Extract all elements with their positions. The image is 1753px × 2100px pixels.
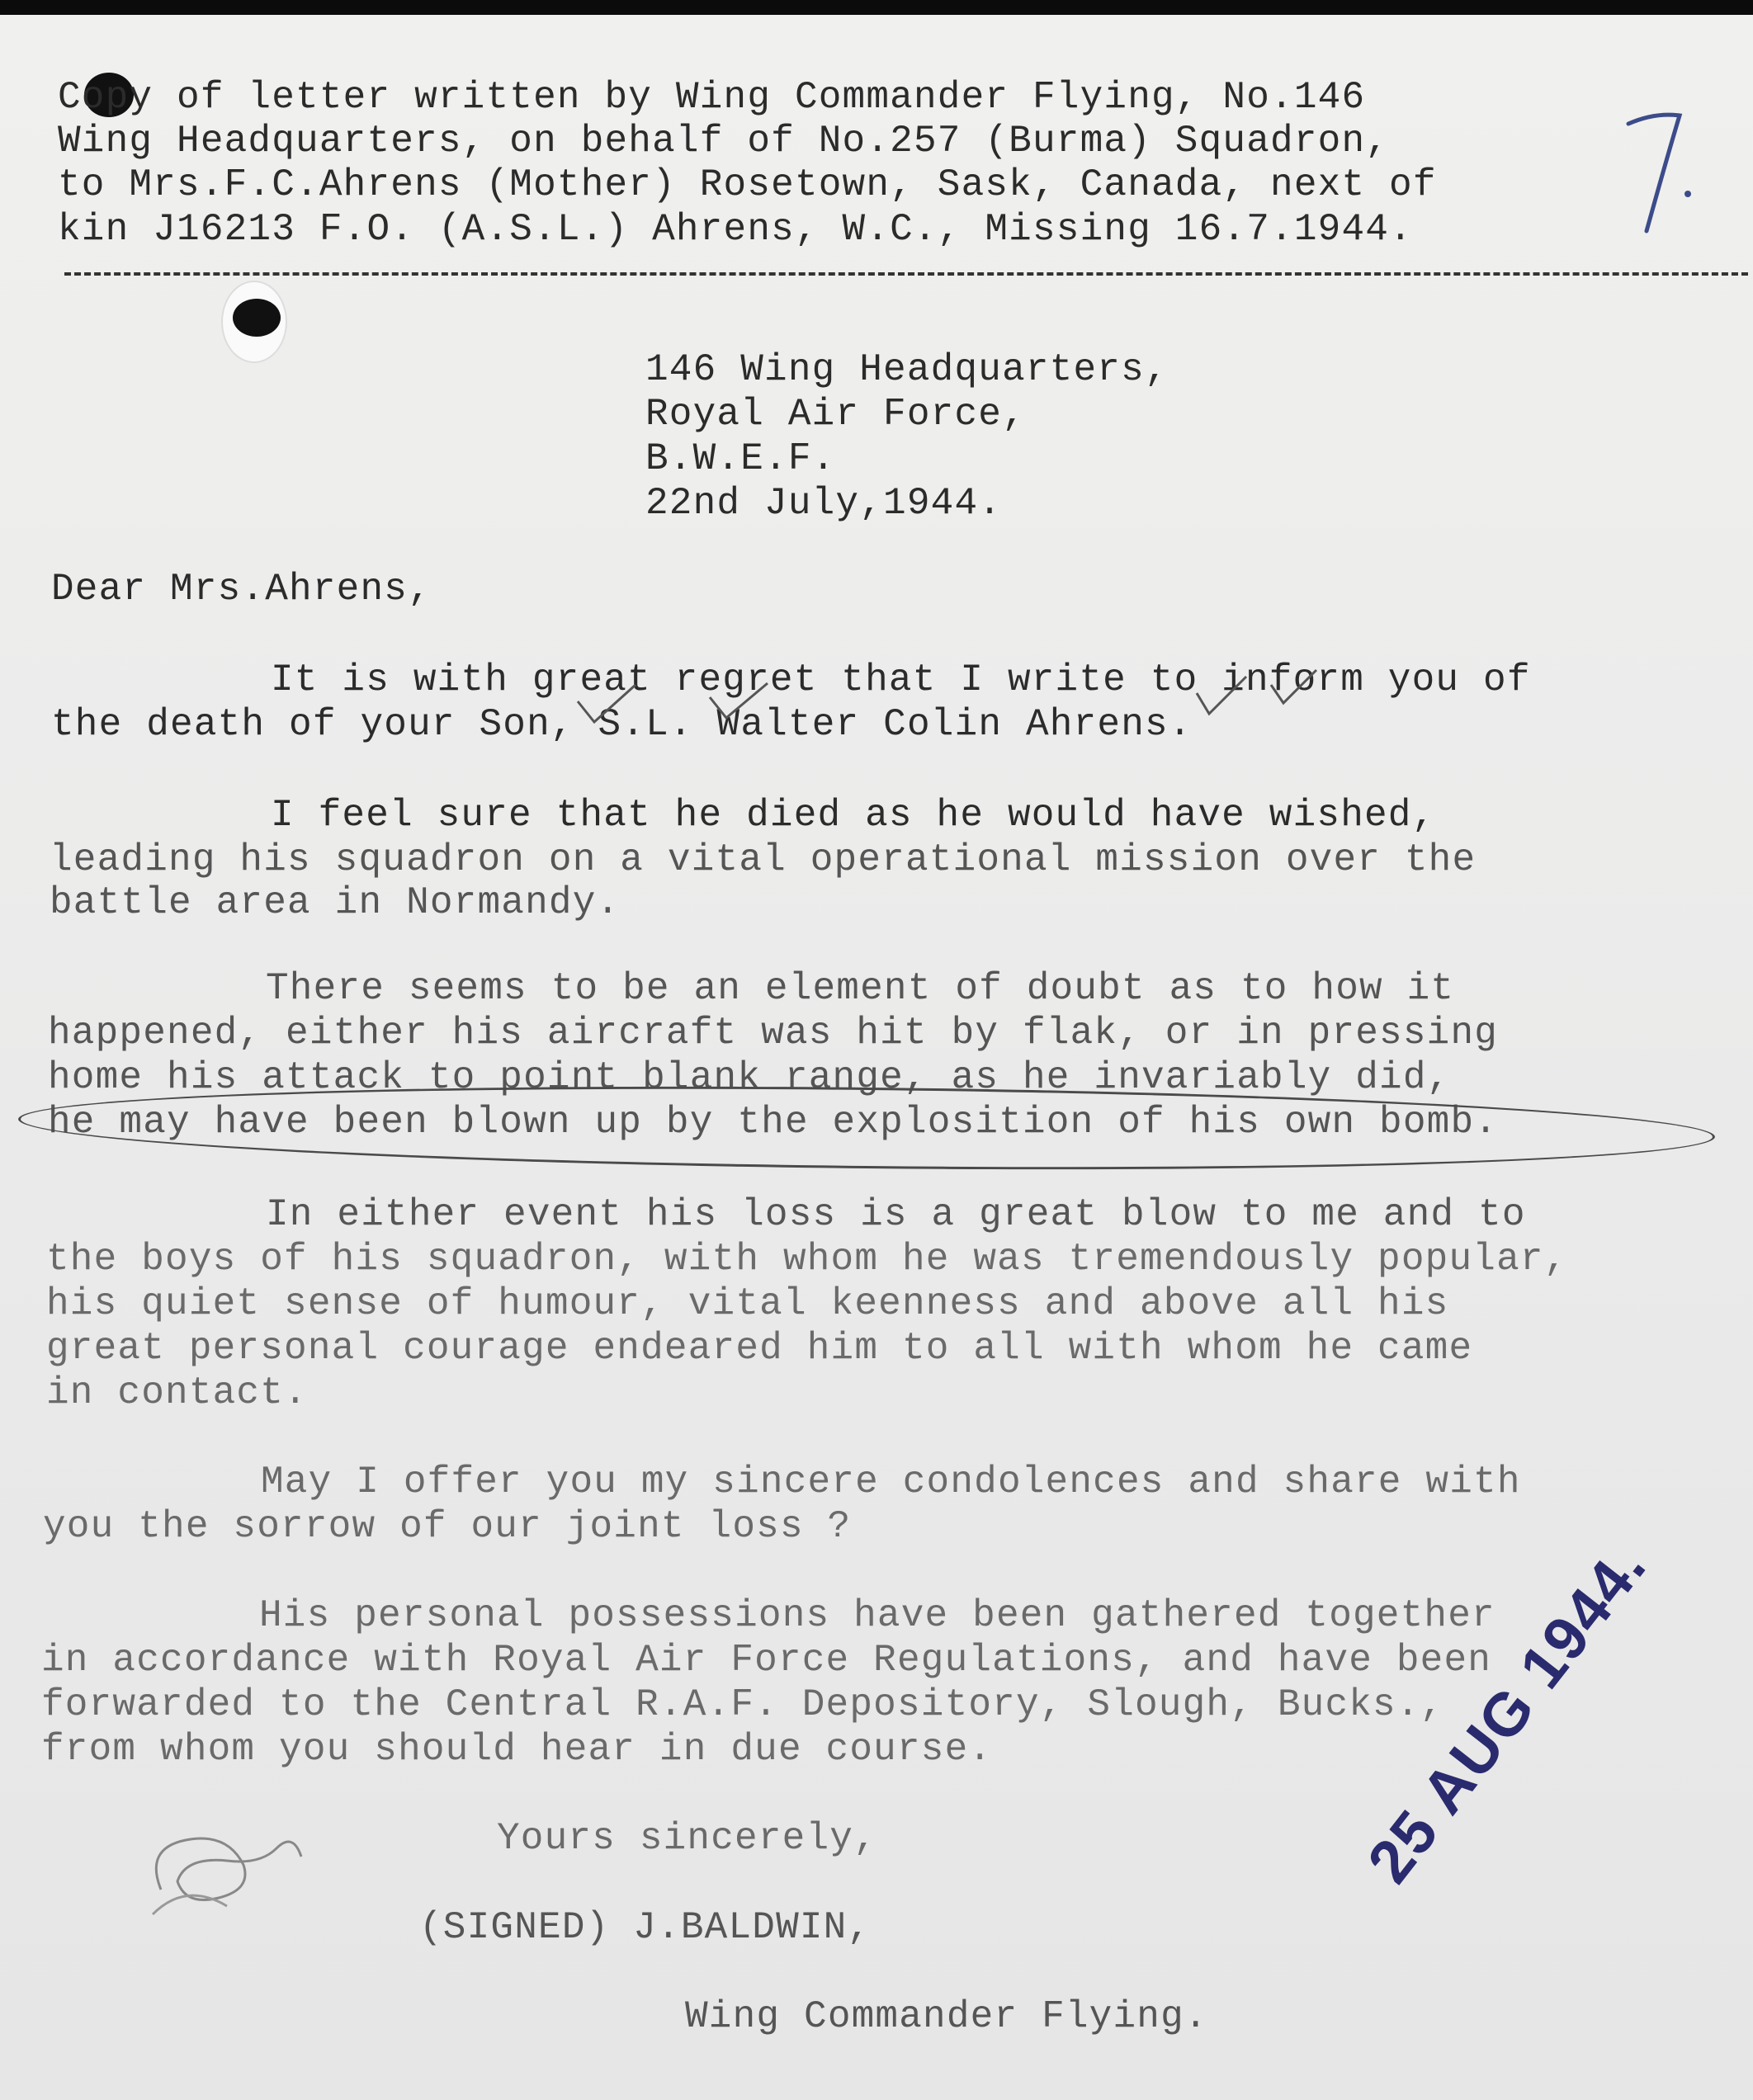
closing: Yours sincerely, — [497, 1817, 877, 1860]
salutation: Dear Mrs.Ahrens, — [51, 568, 432, 611]
separator-line — [64, 272, 1748, 276]
para4-line5: in contact. — [46, 1371, 308, 1414]
para3-line4: he may have been blown up by the explosition of his own bomb. — [48, 1101, 1499, 1144]
pencil-tick-marks — [569, 652, 1329, 743]
margin-numeral-mark — [1622, 107, 1696, 248]
address-line-3: B.W.E.F. — [645, 437, 836, 480]
para4-line3: his quiet sense of humour, vital keenness and above all his — [46, 1282, 1449, 1325]
para2-line1: I feel sure that he died as he would have wished, — [271, 794, 1436, 837]
para4-line2: the boys of his squadron, with whom he was tremendously popular, — [46, 1238, 1568, 1281]
para3-line3: home his attack to point blank range, as he invariably did, — [48, 1056, 1451, 1099]
header-line-2: Wing Headquarters, on behalf of No.257 (Burma) Squadron, — [58, 120, 1390, 163]
para5-line1: May I offer you my sincere condolences and share with — [261, 1461, 1521, 1503]
para4-line4: great personal courage endeared him to all with whom he came — [46, 1327, 1473, 1370]
para1-line1: It is with great regret that I write to inform you of — [271, 658, 1531, 701]
address-date: 22nd July,1944. — [645, 482, 1003, 525]
para5-line2: you the sorrow of our joint loss ? — [43, 1505, 852, 1548]
para6-line4: from whom you should hear in due course. — [41, 1728, 993, 1771]
signature: (SIGNED) J.BALDWIN, — [419, 1906, 872, 1949]
para3-line1: There seems to be an element of doubt as to how it — [266, 967, 1455, 1010]
scan-top-edge — [0, 0, 1753, 15]
para6-line3: forwarded to the Central R.A.F. Depository, Slough, Bucks., — [41, 1683, 1444, 1726]
para2-line2: leading his squadron on a vital operational mission over the — [50, 838, 1477, 881]
para2-line3: battle area in Normandy. — [50, 881, 621, 924]
received-date-stamp: 25 AUG 1944. — [1354, 1531, 1660, 1895]
address-line-1: 146 Wing Headquarters, — [645, 348, 1169, 391]
para4-line1: In either event his loss is a great blow to me and to — [266, 1193, 1526, 1236]
header-line-3: to Mrs.F.C.Ahrens (Mother) Rosetown, Sask, Canada, next of — [58, 163, 1437, 206]
punch-hole-lower — [233, 299, 281, 337]
signatory-title: Wing Commander Flying. — [685, 1995, 1208, 2038]
header-line-1: Copy of letter written by Wing Commander Flying, No.146 — [58, 76, 1366, 119]
para6-line2: in accordance with Royal Air Force Regulations, and have been — [41, 1639, 1492, 1682]
para1-line2: the death of your Son, S.L. Walter Colin Ahrens. — [51, 703, 1193, 746]
para6-line1: His personal possessions have been gathered together — [259, 1594, 1495, 1637]
address-line-2: Royal Air Force, — [645, 393, 1026, 436]
para3-line2: happened, either his aircraft was hit by flak, or in pressing — [48, 1012, 1499, 1055]
header-line-4: kin J16213 F.O. (A.S.L.) Ahrens, W.C., Missing 16.7.1944. — [58, 208, 1413, 251]
pencil-initials — [136, 1799, 318, 1931]
